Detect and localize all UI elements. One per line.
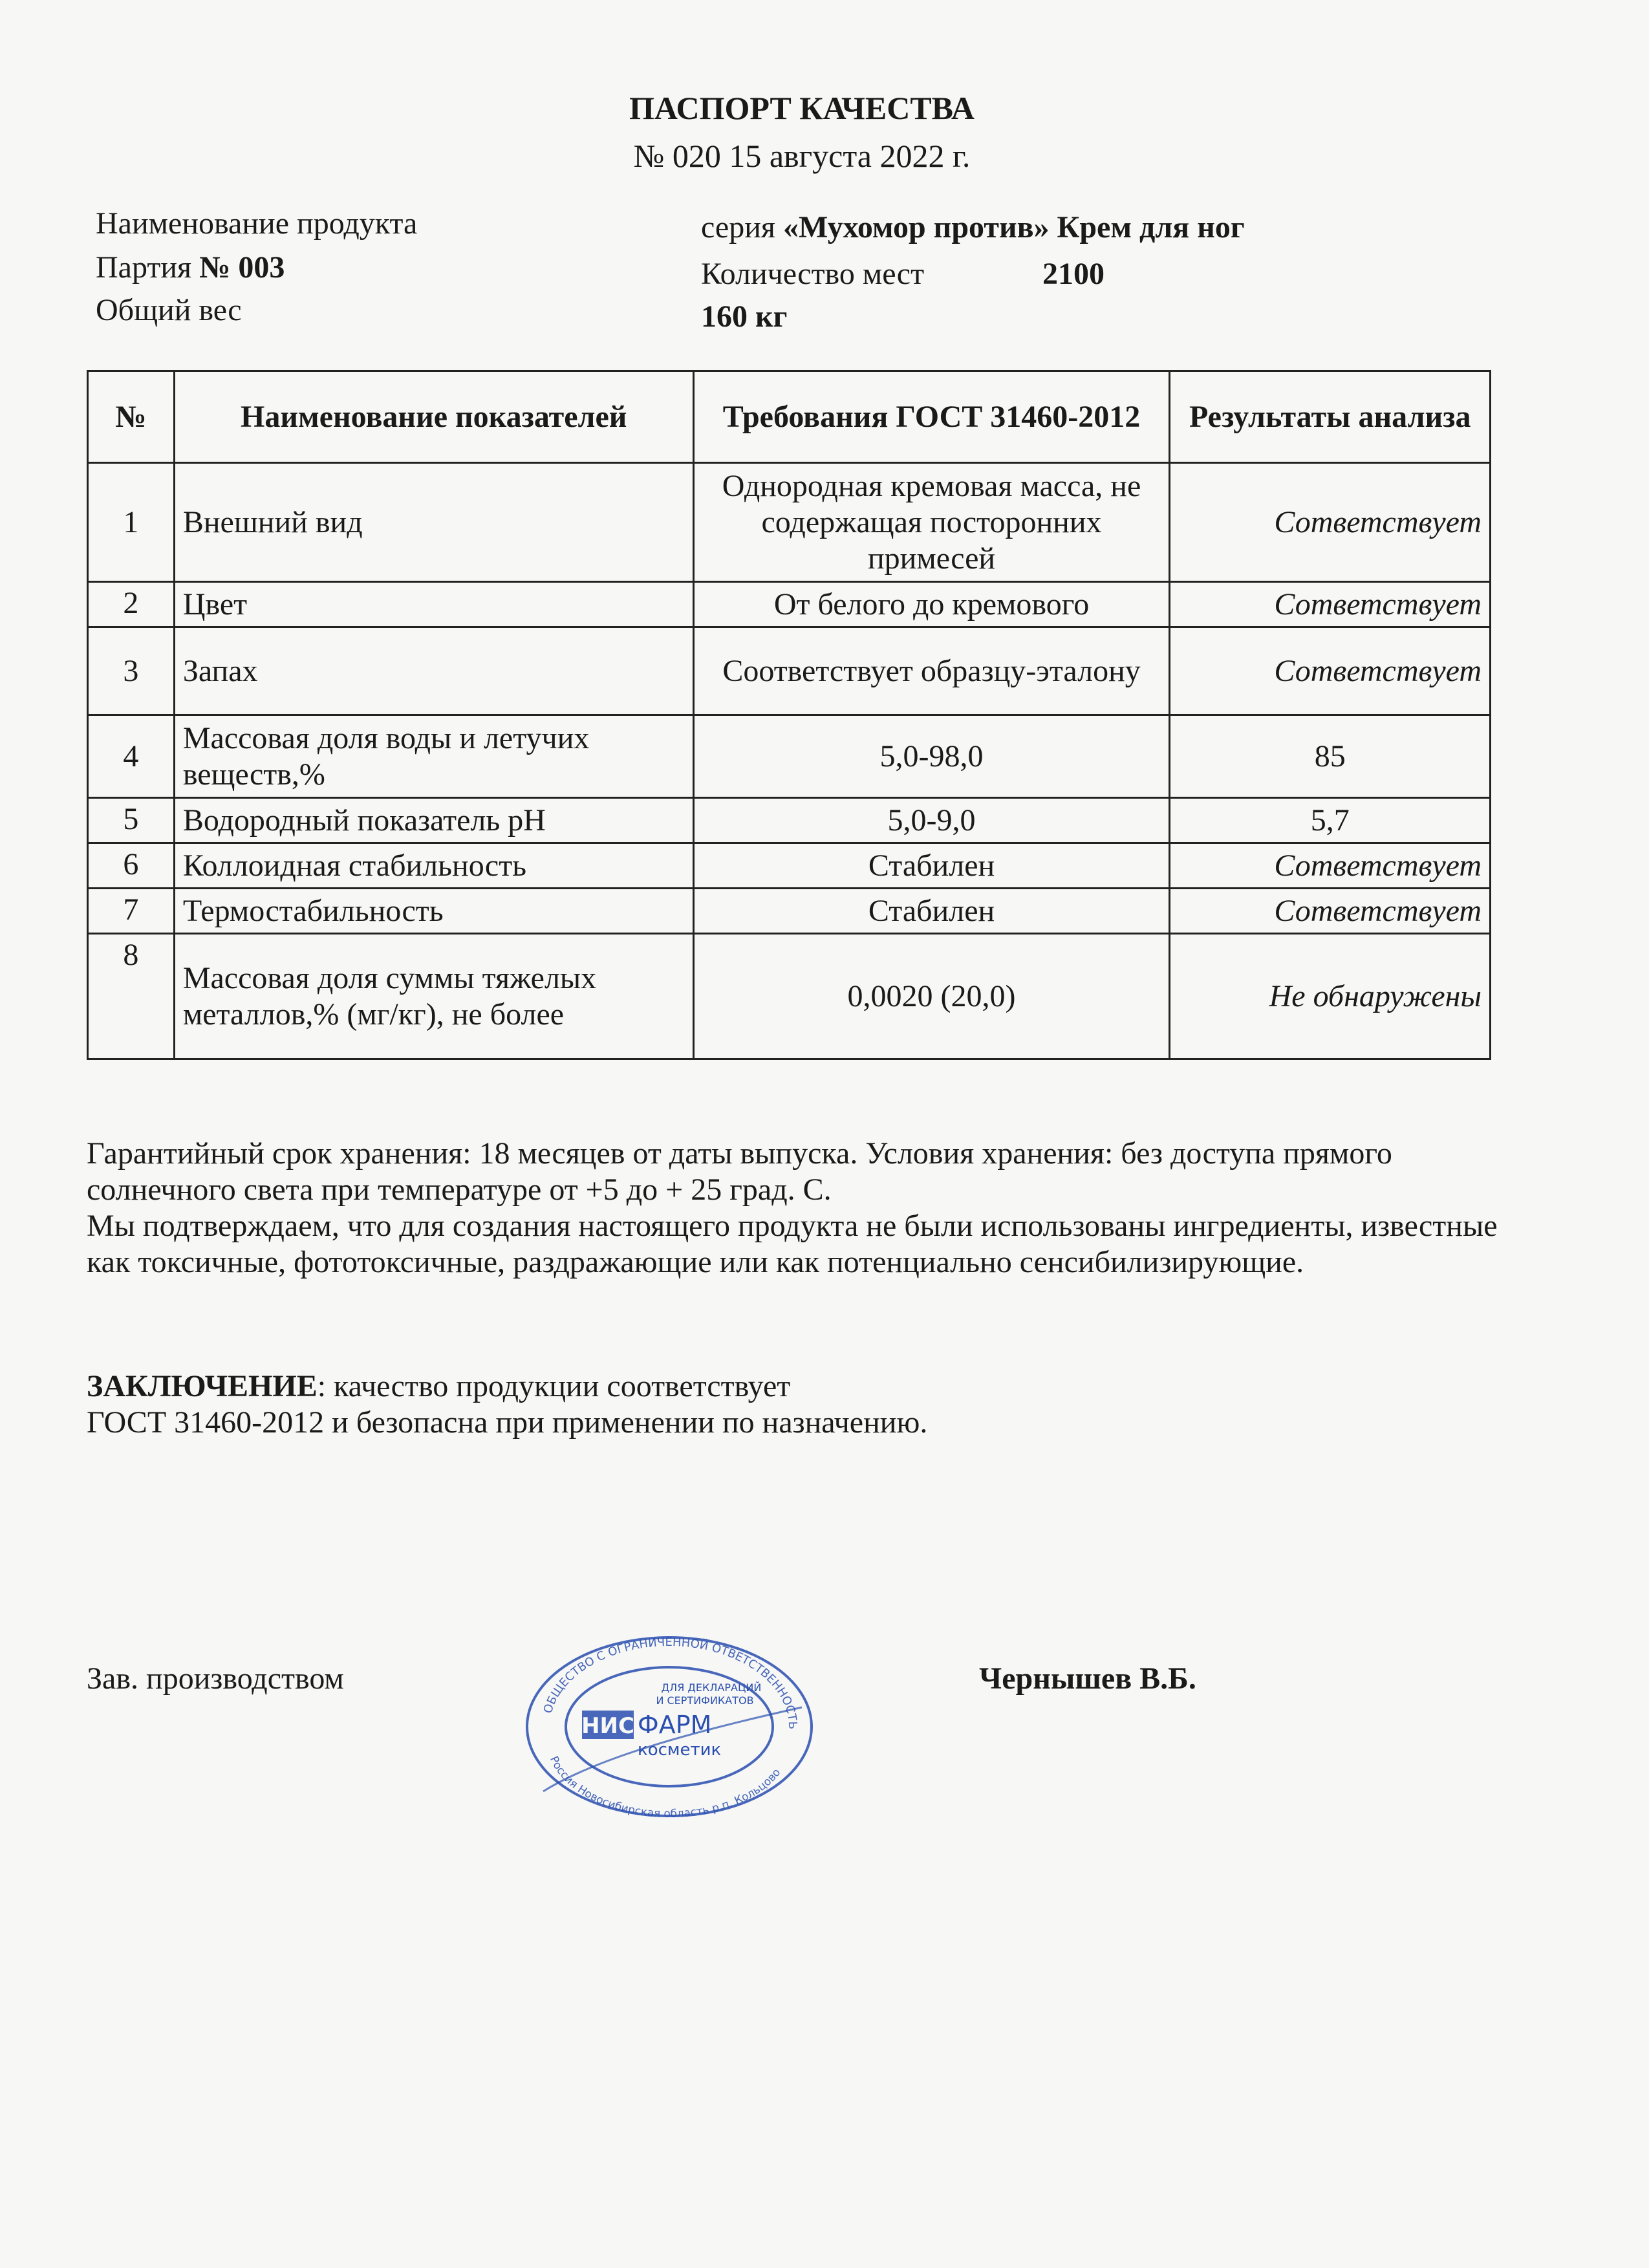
col-header-name: Наименование показателей xyxy=(174,371,693,463)
cell-name: Водородный показатель pH xyxy=(174,798,693,843)
batch xyxy=(96,250,285,286)
table-row xyxy=(88,843,1491,889)
cell-result: 5,7 xyxy=(1170,798,1491,843)
document-title: ПАСПОРТ КАЧЕСТВА xyxy=(629,90,975,126)
conclusion-text-2: ГОСТ 31460-2012 и безопасна при применении по назначению. xyxy=(87,1405,928,1440)
cell-num: 8 xyxy=(88,934,175,1059)
table-row xyxy=(88,582,1491,627)
cell-requirement: 5,0-98,0 xyxy=(693,715,1170,798)
cell-num: 7 xyxy=(88,889,175,934)
table-row xyxy=(88,798,1491,843)
storage-note: Гарантийный срок хранения: 18 месяцев от даты выпуска. Условия хранения: без доступа прямого солнечного света при температуре от +5 до + 25 град. С. xyxy=(87,1136,1392,1207)
product-value: «Мухомор против» Крем для ног xyxy=(782,210,1245,244)
cell-requirement: Стабилен xyxy=(693,843,1170,889)
cell-num: 5 xyxy=(88,798,175,843)
stamp-brand-2: ФАРМ xyxy=(638,1711,712,1739)
notes-block xyxy=(87,1136,1542,1280)
cell-result: Сответствует xyxy=(1170,627,1491,715)
cell-result: 85 xyxy=(1170,715,1491,798)
product-label: Наименование продукта xyxy=(96,206,418,241)
cell-result: Сответствует xyxy=(1170,843,1491,889)
places-value xyxy=(1042,256,1105,292)
cell-result: Сответствует xyxy=(1170,463,1491,582)
table-row xyxy=(88,934,1491,1059)
cell-requirement: 5,0-9,0 xyxy=(693,798,1170,843)
col-header-results: Результаты анализа xyxy=(1170,371,1491,463)
stamp-svg xyxy=(517,1630,821,1824)
cell-name: Массовая доля воды и летучих веществ,% xyxy=(174,715,693,798)
cell-num: 3 xyxy=(88,627,175,715)
cell-name: Массовая доля суммы тяжелых металлов,% (мг/кг), не более xyxy=(174,934,693,1059)
table-header-row xyxy=(88,371,1491,463)
product-prefix: серия xyxy=(701,210,783,244)
cell-num: 4 xyxy=(88,715,175,798)
stamp-bottom-text: Россия Новосибирская область р.п. Кольцово xyxy=(546,1754,784,1821)
cell-result: Не обнаружены xyxy=(1170,934,1491,1059)
table-row xyxy=(88,889,1491,934)
cell-result: Сответствует xyxy=(1170,889,1491,934)
batch-label: Партия xyxy=(96,250,200,285)
stamp-inner-text-2: И СЕРТИФИКАТОВ xyxy=(656,1694,754,1707)
weight-value xyxy=(701,299,787,335)
cell-num: 6 xyxy=(88,843,175,889)
table-row xyxy=(88,715,1491,798)
signer-name: Чернышев В.Б. xyxy=(979,1661,1196,1696)
cell-num: 1 xyxy=(88,463,175,582)
company-stamp xyxy=(517,1630,821,1824)
places-number: 2100 xyxy=(1042,257,1105,291)
confirmation-note: Мы подтверждаем, что для создания настоящего продукта не были использованы ингредиенты, известные как токсичные, фототоксичные, раздражающие или как потенциально сенсибилизирующие. xyxy=(87,1209,1498,1279)
cell-name: Внешний вид xyxy=(174,463,693,582)
stamp-brand-3: косметик xyxy=(638,1740,722,1760)
cell-name: Коллоидная стабильность xyxy=(174,843,693,889)
cell-num: 2 xyxy=(88,582,175,627)
stamp-ring-text: ОБЩЕСТВО С ОГРАНИЧЕННОЙ ОТВЕТСТВЕННОСТЬ xyxy=(541,1635,800,1730)
stamp-brand-1: НИС xyxy=(581,1713,634,1739)
col-header-num: № xyxy=(88,371,175,463)
cell-requirement: 0,0020 (20,0) xyxy=(693,934,1170,1059)
product-name xyxy=(701,210,1245,246)
table-row xyxy=(88,463,1491,582)
table-row xyxy=(88,627,1491,715)
places-label: Количество мест xyxy=(701,257,925,291)
cell-requirement: Соответствует образцу-эталону xyxy=(693,627,1170,715)
cell-name: Термостабильность xyxy=(174,889,693,934)
quality-table xyxy=(87,370,1491,1060)
conclusion-text-1: : качество продукции соответствует xyxy=(317,1369,791,1403)
document-number-date: № 020 15 августа 2022 г. xyxy=(633,138,971,174)
conclusion-block xyxy=(87,1368,1542,1441)
col-header-requirements: Требования ГОСТ 31460-2012 xyxy=(693,371,1170,463)
cell-requirement: От белого до кремового xyxy=(693,582,1170,627)
conclusion-label: ЗАКЛЮЧЕНИЕ xyxy=(87,1369,318,1403)
cell-result: Сответствует xyxy=(1170,582,1491,627)
cell-name: Цвет xyxy=(174,582,693,627)
signer-position: Зав. производством xyxy=(87,1661,344,1696)
cell-name: Запах xyxy=(174,627,693,715)
weight-label: Общий вес xyxy=(96,293,242,327)
weight-number: 160 кг xyxy=(701,299,788,334)
batch-value: № 003 xyxy=(199,250,285,285)
cell-requirement: Однородная кремовая масса, не содержащая посторонних примесей xyxy=(693,463,1170,582)
cell-requirement: Стабилен xyxy=(693,889,1170,934)
stamp-inner-text-1: ДЛЯ ДЕКЛАРАЦИЙ xyxy=(661,1681,762,1694)
